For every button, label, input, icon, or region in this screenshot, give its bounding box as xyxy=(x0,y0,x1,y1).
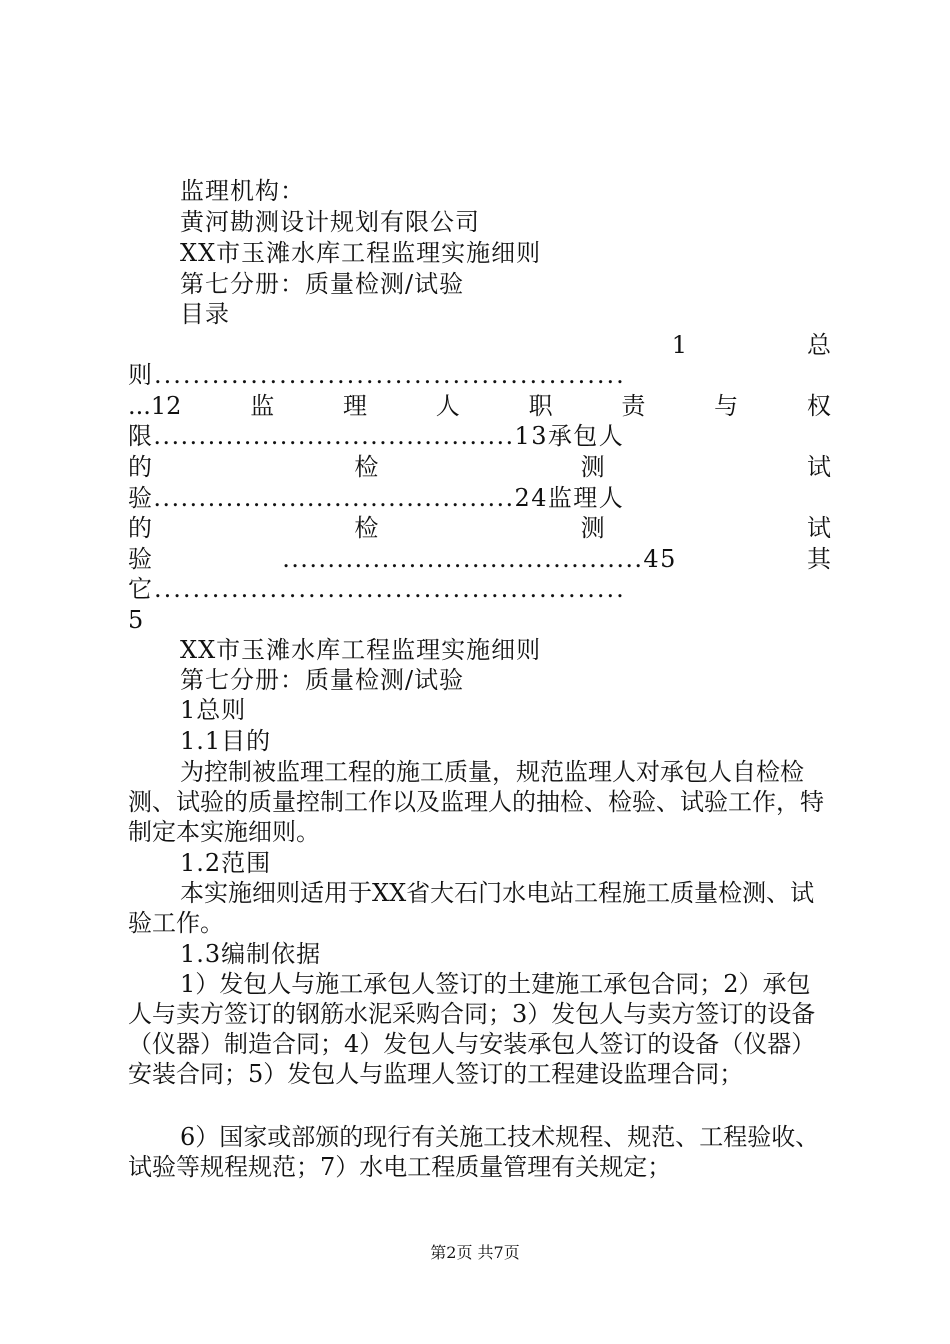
company-name: 黄河勘测设计规划有限公司 xyxy=(180,208,480,236)
doc-title: XX市玉滩水库工程监理实施细则 xyxy=(180,239,542,267)
toc-text: 的 xyxy=(128,514,152,542)
toc-text: 试 xyxy=(806,514,831,542)
toc-text: 检 xyxy=(354,453,379,481)
section-heading-1-3: 1.3编制依据 xyxy=(180,940,322,968)
toc-text: 的 xyxy=(128,453,152,481)
body-volume-title: 第七分册：质量检测/试验 xyxy=(180,666,465,694)
volume-title: 第七分册：质量检测/试验 xyxy=(180,270,465,298)
toc-heading: 目录 xyxy=(180,300,230,328)
toc-line-1 xyxy=(128,330,831,360)
toc-text: 测 xyxy=(580,453,605,481)
section-heading-1-2: 1.2范围 xyxy=(180,849,272,877)
toc-line-10: 5 xyxy=(128,606,145,634)
org-label: 监理机构： xyxy=(180,177,305,205)
toc-text: 理 xyxy=(343,392,367,420)
toc-text: 验 xyxy=(128,545,152,573)
section-heading-1: 1总则 xyxy=(180,696,247,724)
toc-text: 责 xyxy=(621,392,646,420)
toc-text: 其 xyxy=(807,545,831,573)
toc-line-2: 则................................................. xyxy=(128,361,626,389)
paragraph-scope: 本实施细则适用于XX省大石门水电站工程施工质量检测、试验工作。 xyxy=(128,879,815,937)
toc-text: ...12 xyxy=(128,392,182,420)
paragraph-purpose: 为控制被监理工程的施工质量，规范监理人对承包人自检检测、试验的质量控制工作以及监理人的抽检、检验、试验工作，特制定本实施细则。 xyxy=(128,758,824,846)
toc-text: 权 xyxy=(806,392,831,420)
body-doc-title: XX市玉滩水库工程监理实施细则 xyxy=(180,636,542,664)
toc-text: 检 xyxy=(354,514,379,542)
toc-text: 人 xyxy=(435,392,460,420)
toc-text: 与 xyxy=(714,392,739,420)
toc-line-8 xyxy=(128,544,831,574)
toc-text: 监 xyxy=(250,392,275,420)
toc-line-4: 限........................................13承包人 xyxy=(128,422,625,450)
toc-text: 试 xyxy=(806,453,831,481)
toc-line-6: 验........................................24监理人 xyxy=(128,484,625,512)
section-heading-1-1: 1.1目的 xyxy=(180,727,272,755)
toc-text: 测 xyxy=(580,514,605,542)
toc-line-7 xyxy=(128,513,831,543)
page-footer: 第2页 共7页 xyxy=(430,1243,520,1262)
toc-line-3 xyxy=(128,391,831,421)
paragraph-basis-2: 6）国家或部颁的现行有关施工技术规程、规范、工程验收、试验等规程规范；7）水电工程质量管理有关规定； xyxy=(128,1123,820,1181)
toc-line-5 xyxy=(128,452,831,482)
toc-text: 总 xyxy=(807,331,831,359)
toc-text: 1 xyxy=(671,331,687,359)
paragraph-basis-1: 1）发包人与施工承包人签订的土建施工承包合同；2）承包人与卖方签订的钢筋水泥采购合同；3）发包人与卖方签订的设备（仪器）制造合同；4）发包人与安装承包人签订的设备（仪器）安装合同；5）发包人与监理人签订的工程建设监理合同； xyxy=(128,970,816,1088)
toc-text: 职 xyxy=(528,392,553,420)
toc-line-9: 它................................................. xyxy=(128,575,626,603)
toc-text: ........................................45 xyxy=(282,545,677,573)
